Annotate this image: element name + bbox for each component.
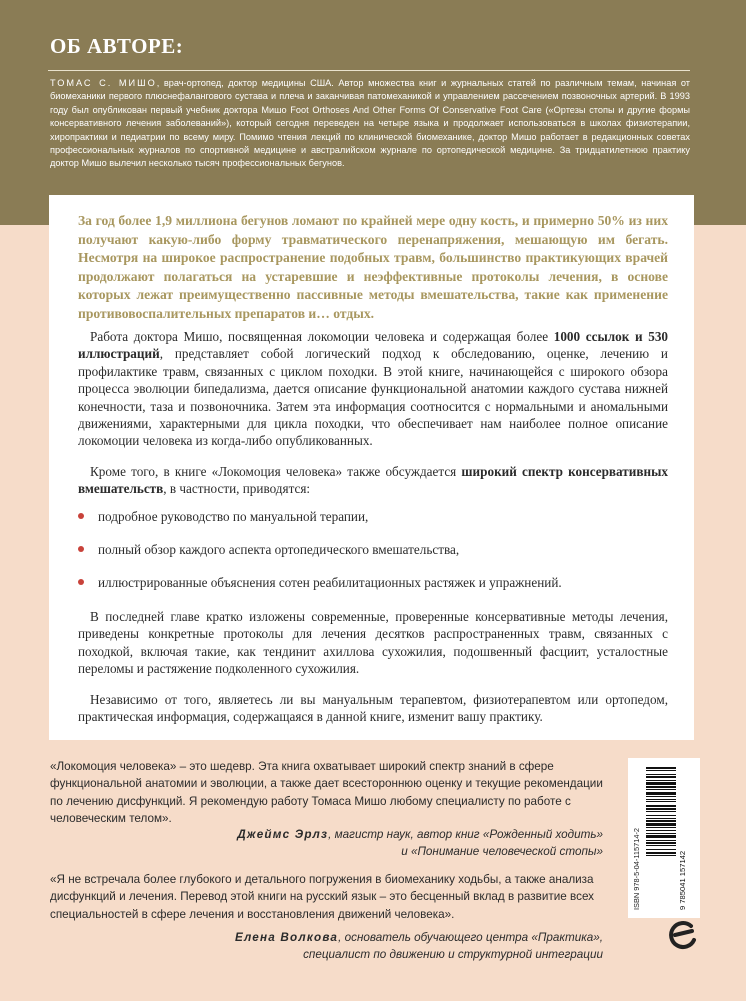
- barcode-bar: [646, 774, 676, 775]
- reviewer-name: Джеймс Эрлз: [237, 828, 329, 841]
- barcode-bar: [646, 840, 676, 841]
- body-paragraph-1: Работа доктора Мишо, посвященная локомоции человека и содержащая более 1000 ссылок и 530 иллюстраций, представляет собой логический подход к обследованию, оценке, лечению и профилактике травм, связанных с циклом походки. В этой книге, начинающейся с широкого обзора процесса эволюции бипедализма, дается описание функциональной анатомии каждого сустава нижней конечности, таза и позвоночника. Затем эта информация соотносится с нормальными и аномальными движениями, характерными для цикла походки, что обеспечивает нам наиболее полное описание локомоции человека из когда-либо опубликованных.: [78, 329, 669, 449]
- body-paragraph-2: Кроме того, в книге «Локомоция человека» также обсуждается широкий спектр консервативных вмешательств, в частности, приводятся:: [78, 463, 668, 497]
- bullet-icon: [78, 579, 84, 585]
- divider: [48, 70, 690, 71]
- highlight-references: 1000 ссылок и 530 иллюстраций: [78, 329, 669, 362]
- barcode-bar: [646, 805, 676, 807]
- barcode-bar: [646, 852, 676, 854]
- barcode-bar: [646, 842, 676, 844]
- bullet-icon: [78, 513, 84, 519]
- barcode-bar: [646, 808, 676, 810]
- barcode-bar: [646, 786, 676, 788]
- review-quote-1: «Локомоция человека» – это шедевр. Эта книга охватывает широкий спектр знаний в сфере функциональной анатомии и эволюции, а также дает всестороннюю оценку и текущие рекомендации по лечению дисфункций. Я рекомендую работу Томаса Мишо любому специалисту по работе с человеческим телом».: [50, 760, 603, 826]
- publisher-logo-icon: [666, 918, 700, 952]
- barcode-bar: [646, 845, 676, 846]
- bullet-list: [78, 508, 668, 592]
- review-quote-2: «Я не встречала более глубокого и детального погружения в биомеханику ходьбы, а также анализа дисфункций и лечения. Перевод этой книги на русский язык – это бесценный вклад в развитие всех специальностей в сфере лечения и восстановления движений человека».: [50, 873, 595, 921]
- barcode-bar: [646, 849, 676, 850]
- barcode-bar: [646, 833, 676, 834]
- list-item: полный обзор каждого аспекта ортопедического вмешательства,: [78, 541, 668, 558]
- barcode-bar: [646, 820, 676, 822]
- about-author-title: ОБ АВТОРЕ:: [50, 34, 184, 58]
- author-bio: , врач-ортопед, доктор медицины США. Автор множества книг и журнальных статей по различным темам, начиная от биомеханики первого плюснефалангового сустава и плеча и заканчивая патомеханикой и управлением рассечением позвоночных артерий. В 1993 году был опубликован первый учебник доктора Мишо Foot Orthoses And Other Forms Of Conservative Foot Care («Ортезы стопы и другие формы консервативного лечения заболеваний»), который сегодня переведен на четыре языка и продолжает использоваться в школах физиотерапии, хиропрактики и педиатрии по всему миру. Помимо чтения лекций по клинической биомеханике, доктор Мишо работает в редакционных советах профессиональных журналов по спортивной медицине и австралийском журнале по ортопедической медицине. За тридцатилетнюю практику доктор Мишо вылечил несколько тысяч профессиональных бегунов.: [50, 78, 690, 169]
- barcode-bar: [646, 780, 676, 781]
- body-paragraph-4: В последней главе кратко изложены современные, проверенные консервативные методы лечения, приведены конкретные протоколы для лечения десятков распространенных травм, связанных с походкой, включая такие, как тендинит ахиллова сухожилия, подошвенный фасциит, усталостные переломы и растяжение подколенного сухожилия.: [78, 608, 668, 677]
- barcode: [646, 765, 686, 911]
- barcode-bar: [646, 823, 676, 826]
- barcode-bar: [646, 792, 676, 795]
- body-paragraph-5: Независимо от того, являетесь ли вы мануальным терапевтом, физиотерапевтом или ортопедом, практическая информация, содержащаяся в данной книге, изменит вашу практику.: [78, 691, 668, 724]
- lead-paragraph: За год более 1,9 миллиона бегунов ломают по крайней мере одну кость, и примерно 50% из них получают какую-либо форму травматического перенапряжения, мешающую им бегать. Несмотря на широкое распространение подобных травм, большинство практикующих врачей продолжают полагаться на устаревшие и неэффективные протоколы лечения, в основе которых лежат преимущественно пассивные методы вмешательства, такие как применение противовоспалительных препаратов и… отдых.: [78, 213, 668, 321]
- barcode-bar: [646, 789, 676, 790]
- author-name: ТОМАС С. МИШО: [50, 78, 157, 88]
- review-attribution-2: Елена Волкова, основатель обучающего центра «Практика», специалист по движению и структурной интеграции: [235, 931, 603, 962]
- about-author-text: [50, 77, 690, 171]
- isbn-label: [631, 765, 641, 911]
- barcode-bar: [646, 827, 676, 828]
- barcode-bar: [646, 770, 676, 771]
- svg-text:ISBN 978-5-04-115714-2: ISBN 978-5-04-115714-2: [632, 827, 641, 910]
- barcode-bar: [646, 782, 676, 785]
- barcode-bar: [646, 776, 676, 778]
- barcode-bar: [646, 835, 676, 838]
- barcode-bar: [646, 799, 676, 800]
- barcode-bar: [646, 855, 676, 856]
- description-body: [78, 328, 668, 725]
- barcode-bar: [646, 801, 676, 802]
- review-attribution-1: Джеймс Эрлз, магистр наук, автор книг «Рожденный ходить» и «Понимание человеческой стопы»: [237, 828, 603, 859]
- barcode-bar: [646, 830, 676, 831]
- reviewer-name: Елена Волкова: [235, 931, 339, 944]
- barcode-bar: [646, 767, 676, 769]
- barcode-bar: [646, 811, 676, 812]
- list-item: подробное руководство по мануальной терапии,: [78, 508, 668, 525]
- barcode-bar: [646, 815, 676, 816]
- bullet-icon: [78, 546, 84, 552]
- barcode-bar: [646, 796, 676, 797]
- barcode-bar: [646, 818, 676, 819]
- list-item: иллюстрированные объяснения сотен реабилитационных растяжек и упражнений.: [78, 574, 668, 591]
- barcode-number: 9 785041 157142: [678, 850, 687, 910]
- highlight-interventions: широкий спектр консервативных вмешательств: [78, 463, 668, 497]
